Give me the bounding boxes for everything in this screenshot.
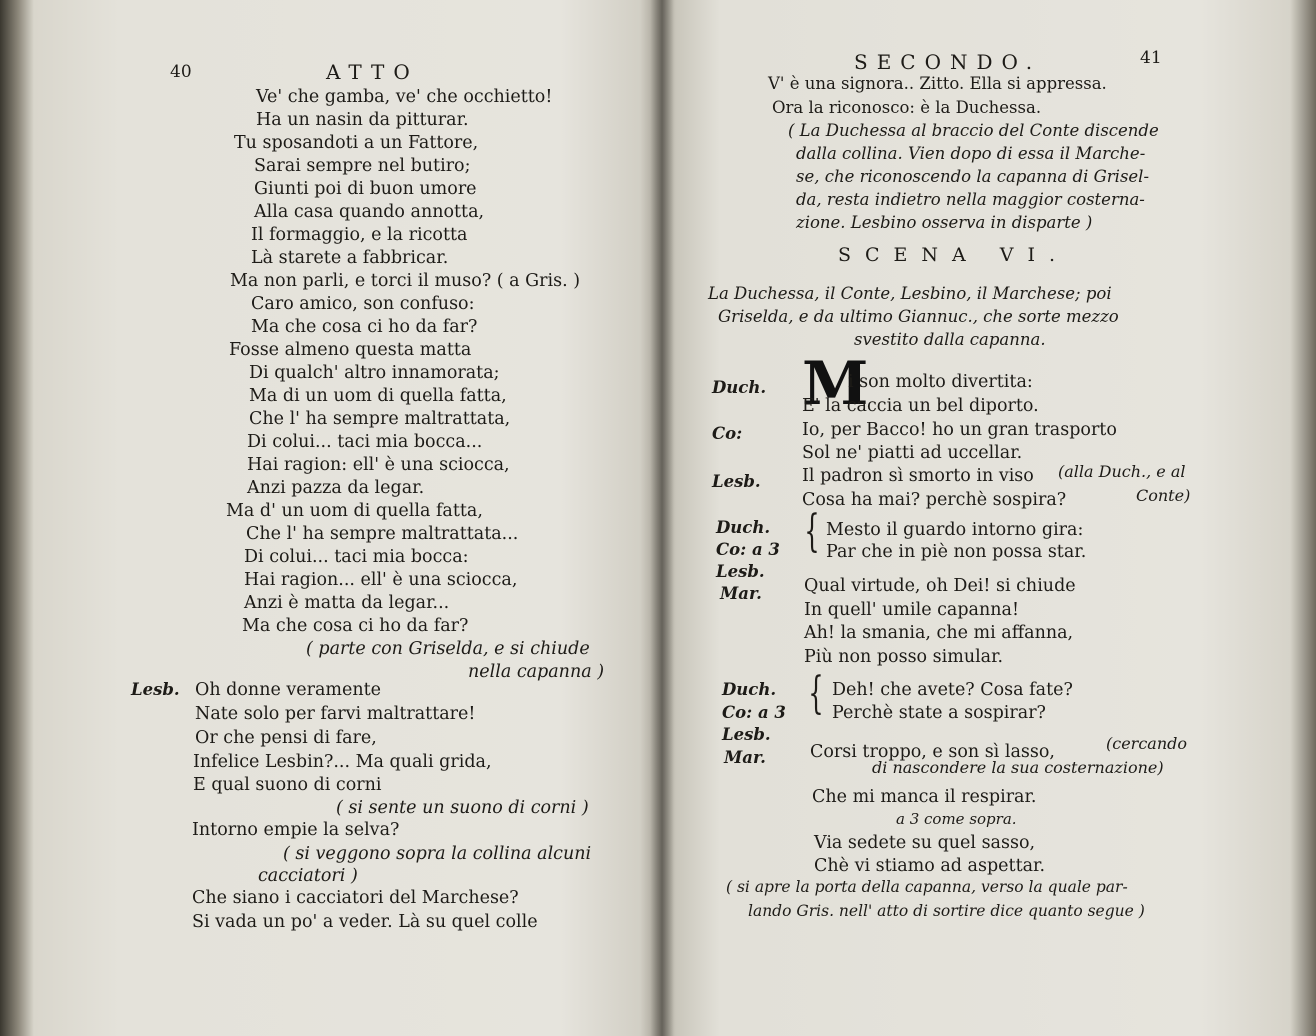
stage-direction: zione. Lesbino osserva in disparte ) bbox=[796, 213, 1093, 232]
stage-direction: ( si apre la porta della capanna, verso la quale par- bbox=[726, 878, 1128, 896]
speaker-label: Co: a 3 bbox=[722, 703, 786, 722]
page-number: 40 bbox=[170, 62, 192, 82]
verse-line: Intorno empie la selva? bbox=[192, 820, 400, 840]
verse-line: Par che in piè non possa star. bbox=[826, 542, 1087, 562]
verse-line: E' la caccia un bel diporto. bbox=[802, 396, 1039, 416]
verse-line: In quell' umile capanna! bbox=[804, 600, 1019, 620]
speaker-label: Lesb. bbox=[716, 562, 765, 581]
verse-line: Cosa ha mai? perchè sospira? bbox=[802, 490, 1067, 510]
verse-line: Or che pensi di fare, bbox=[195, 728, 377, 748]
stage-direction: ( parte con Griselda, e si chiude bbox=[306, 639, 590, 659]
stage-direction: ( si veggono sopra la collina alcuni bbox=[283, 844, 592, 864]
verse-line: Ma non parli, e torci il muso? ( a Gris. ) bbox=[230, 271, 581, 291]
drop-cap: M bbox=[802, 349, 869, 419]
speaker-label: Duch. bbox=[712, 378, 767, 397]
stage-direction: ( La Duchessa al braccio del Conte discende bbox=[788, 121, 1159, 140]
verse-line: Ma di un uom di quella fatta, bbox=[249, 386, 507, 406]
verse-line: Oh donne veramente bbox=[195, 680, 382, 700]
speaker-label: Duch. bbox=[716, 518, 771, 537]
verse-line: Ha un nasin da pitturar. bbox=[256, 110, 469, 130]
verse-line: Anzi pazza da legar. bbox=[247, 478, 425, 498]
speaker-label: Mar. bbox=[724, 748, 766, 767]
verse-line: Fosse almeno questa matta bbox=[229, 340, 472, 360]
verse-line: Ma che cosa ci ho da far? bbox=[242, 616, 469, 636]
brace-glyph: { bbox=[804, 506, 820, 557]
speaker-label: Duch. bbox=[722, 680, 777, 699]
running-header: SECONDO. bbox=[854, 50, 1042, 74]
verse-line: Ora la riconosco: è la Duchessa. bbox=[772, 98, 1042, 117]
speaker-label: Lesb. bbox=[131, 680, 180, 699]
verse-line: Qual virtude, oh Dei! si chiude bbox=[804, 576, 1076, 596]
speaker-label: Lesb. bbox=[712, 472, 761, 491]
verse-line: Tu sposandoti a un Fattore, bbox=[234, 133, 479, 153]
verse-line: Il formaggio, e la ricotta bbox=[251, 225, 468, 245]
verse-line: Che l' ha sempre maltrattata, bbox=[249, 409, 511, 429]
stage-direction: Conte) bbox=[1136, 486, 1191, 505]
verse-line: i son molto divertita: bbox=[848, 372, 1033, 392]
stage-direction: se, che riconoscendo la capanna di Grisel- bbox=[796, 167, 1150, 186]
verse-line: Nate solo per farvi maltrattare! bbox=[195, 704, 476, 724]
verse-line: Chè vi stiamo ad aspettar. bbox=[814, 856, 1046, 876]
stage-direction: di nascondere la sua costernazione) bbox=[872, 758, 1164, 777]
brace-glyph: { bbox=[808, 668, 824, 719]
verse-line: Mesto il guardo intorno gira: bbox=[826, 520, 1084, 540]
verse-line: Ma che cosa ci ho da far? bbox=[251, 317, 478, 337]
stage-direction: cacciatori ) bbox=[258, 866, 358, 886]
stage-direction: ( si sente un suono di corni ) bbox=[336, 798, 589, 818]
verse-line: Anzi è matta da legar... bbox=[244, 593, 450, 613]
verse-line: Perchè state a sospirar? bbox=[832, 703, 1046, 723]
verse-line: Di qualch' altro innamorata; bbox=[249, 363, 500, 383]
stage-direction: nella capanna ) bbox=[468, 662, 605, 682]
verse-line: V' è una signora.. Zitto. Ella si appressa. bbox=[768, 74, 1107, 93]
stage-direction: da, resta indietro nella maggior costerna- bbox=[796, 190, 1145, 209]
verse-line: Si vada un po' a veder. Là su quel colle bbox=[192, 912, 538, 932]
stage-direction: a 3 come sopra. bbox=[896, 810, 1017, 828]
scene-title: SCENA VI. bbox=[838, 244, 1070, 266]
verse-line: Sol ne' piatti ad uccellar. bbox=[802, 443, 1023, 463]
cast-list: Griselda, e da ultimo Giannuc., che sorte mezzo bbox=[718, 307, 1119, 326]
verse-line: Corsi troppo, e son sì lasso, bbox=[810, 742, 1055, 762]
verse-line: Il padron sì smorto in viso bbox=[802, 466, 1034, 486]
verse-line: Ve' che gamba, ve' che occhietto! bbox=[256, 87, 553, 107]
cast-list: svestito dalla capanna. bbox=[854, 330, 1046, 349]
speaker-label: Lesb. bbox=[722, 725, 771, 744]
verse-line: Che mi manca il respirar. bbox=[812, 787, 1037, 807]
verse-line: Sarai sempre nel butiro; bbox=[254, 156, 471, 176]
verse-line: Di colui... taci mia bocca... bbox=[247, 432, 483, 452]
verse-line: Ah! la smania, che mi affanna, bbox=[804, 623, 1074, 643]
verse-line: Hai ragion: ell' è una sciocca, bbox=[247, 455, 510, 475]
stage-direction: (alla Duch., e al bbox=[1058, 462, 1186, 481]
verse-line: Giunti poi di buon umore bbox=[254, 179, 477, 199]
verse-line: Hai ragion... ell' è una sciocca, bbox=[244, 570, 518, 590]
speaker-label: Mar. bbox=[720, 584, 762, 603]
verse-line: Io, per Bacco! ho un gran trasporto bbox=[802, 420, 1117, 440]
verse-line: E qual suono di corni bbox=[193, 775, 382, 795]
speaker-label: Co: bbox=[712, 424, 743, 443]
stage-direction: (cercando bbox=[1106, 734, 1187, 753]
verse-line: Alla casa quando annotta, bbox=[254, 202, 485, 222]
verse-line: Di colui... taci mia bocca: bbox=[244, 547, 469, 567]
right-page bbox=[662, 0, 1316, 1036]
verse-line: Infelice Lesbin?... Ma quali grida, bbox=[193, 752, 492, 772]
stage-direction: lando Gris. nell' atto di sortire dice quanto segue ) bbox=[748, 902, 1145, 920]
running-header: ATTO bbox=[326, 60, 419, 84]
verse-line: Là starete a fabbricar. bbox=[251, 248, 449, 268]
verse-line: Che l' ha sempre maltrattata... bbox=[246, 524, 519, 544]
verse-line: Deh! che avete? Cosa fate? bbox=[832, 680, 1073, 700]
cast-list: La Duchessa, il Conte, Lesbino, il Marchese; poi bbox=[708, 284, 1112, 303]
verse-line: Via sedete su quel sasso, bbox=[814, 833, 1036, 853]
verse-line: Che siano i cacciatori del Marchese? bbox=[192, 888, 519, 908]
stage-direction: dalla collina. Vien dopo di essa il Marche- bbox=[796, 144, 1146, 163]
verse-line: Caro amico, son confuso: bbox=[251, 294, 475, 314]
page-number: 41 bbox=[1140, 48, 1162, 68]
verse-line: Ma d' un uom di quella fatta, bbox=[226, 501, 483, 521]
verse-line: Più non posso simular. bbox=[804, 647, 1004, 667]
speaker-label: Co: a 3 bbox=[716, 540, 780, 559]
